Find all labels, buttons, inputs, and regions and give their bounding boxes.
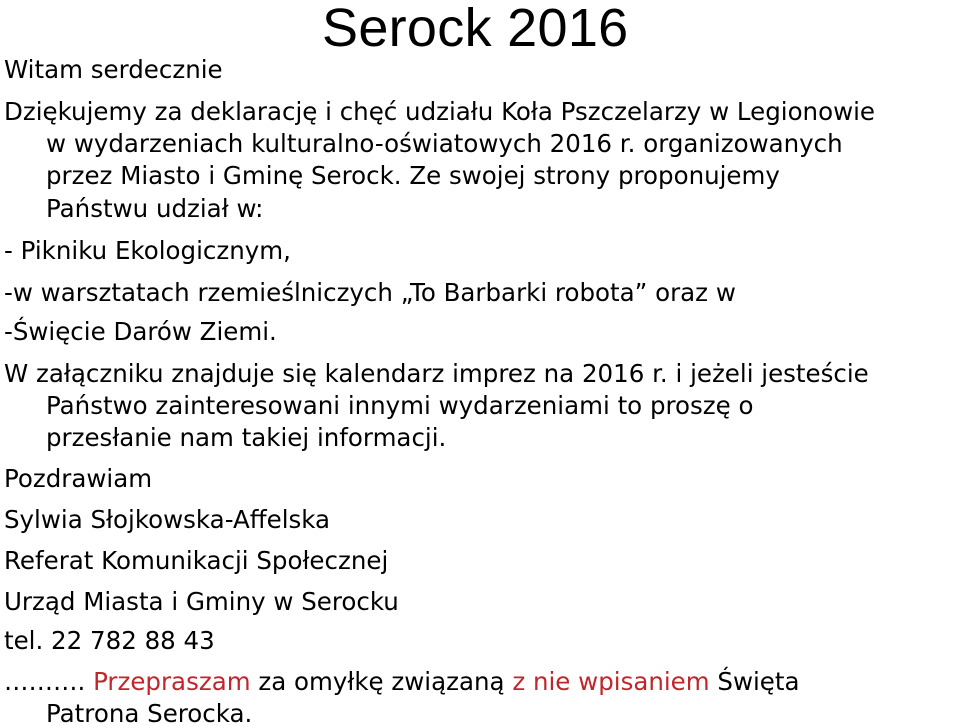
signature-closing: Pozdrawiam <box>4 464 153 493</box>
postscript-text: za omyłkę związaną <box>250 667 513 696</box>
signature-department: Referat Komunikacji Społecznej <box>4 546 389 575</box>
signature-office: Urząd Miasta i Gminy w Serocku <box>4 587 399 616</box>
paragraph1-line2: w wydarzeniach kulturalno-oświatowych 2016 r. organizowanych <box>46 129 843 158</box>
postscript-line1 <box>4 666 800 698</box>
postscript-line2: Patrona Serocka. <box>46 699 253 726</box>
greeting: Witam serdecznie <box>4 55 223 84</box>
postscript-text-end: Święta <box>709 667 800 696</box>
paragraph2-line3: przesłanie nam takiej informacji. <box>46 423 447 452</box>
postscript-dots: ………. <box>4 667 86 696</box>
paragraph1-line3: przez Miasto i Gminę Serock. Ze swojej strony proponujemy <box>46 161 780 190</box>
paragraph1-line1: Dziękujemy za deklarację i chęć udziału Koła Pszczelarzy w Legionowie <box>4 97 875 126</box>
signature-phone: tel. 22 782 88 43 <box>4 626 215 655</box>
event-item-picnic: - Pikniku Ekologicznym, <box>4 236 291 265</box>
slide-title: Serock 2016 <box>322 0 629 58</box>
event-item-workshops: -w warsztatach rzemieślniczych „To Barbarki robota” oraz w <box>4 278 736 307</box>
paragraph1-line4: Państwu udział w: <box>46 194 264 223</box>
postscript-apology: Przepraszam <box>85 667 251 696</box>
postscript-highlight: z nie wpisaniem <box>512 667 710 696</box>
signature-name: Sylwia Słojkowska-Affelska <box>4 505 331 534</box>
event-item-harvest: -Święcie Darów Ziemi. <box>4 317 277 346</box>
paragraph2-line1: W załączniku znajduje się kalendarz imprez na 2016 r. i jeżeli jesteście <box>4 359 869 388</box>
paragraph2-line2: Państwo zainteresowani innymi wydarzeniami to proszę o <box>46 391 754 420</box>
